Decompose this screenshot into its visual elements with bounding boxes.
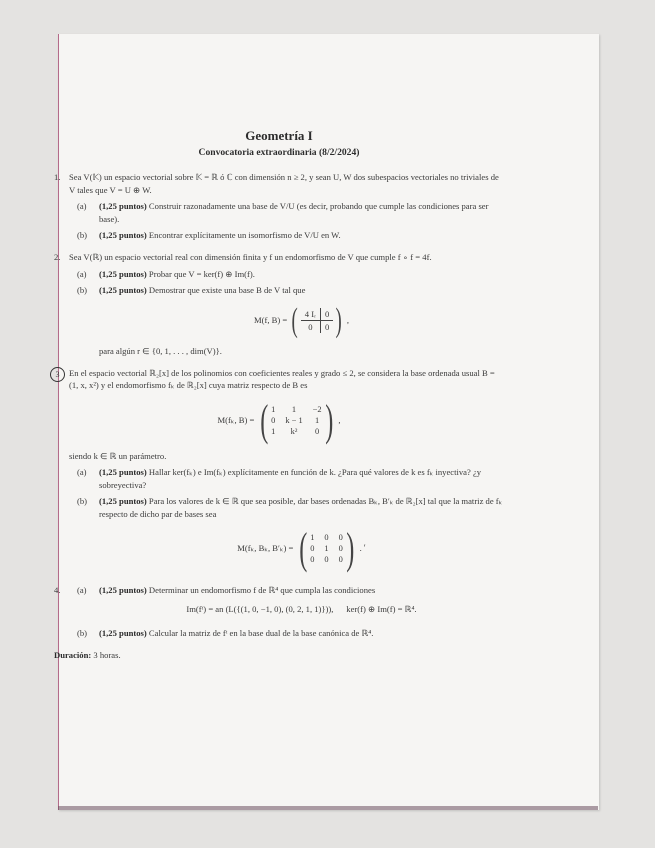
points-label: (1,25 puntos) xyxy=(99,627,147,638)
matrix: ( 1 0 0 0 1 0 0 0 0 ) xyxy=(298,523,355,573)
subitem-a: (a) (1,25 puntos) Determinar un endomorfismo f de ℝ⁴ que cumpla las condiciones Im(fᵗ) = an (L({(1, 0, −1, 0), (0, 2, 1, 1)})), ker(f) ⊕ Im(f) = ℝ⁴. xyxy=(69,584,504,623)
problem-3 xyxy=(54,367,504,392)
exam-content xyxy=(54,128,504,662)
subitem-b: (b) (1,25 puntos) Encontrar explícitamente un isomorfismo de V/U en W. xyxy=(77,230,341,241)
problem-number: 1. xyxy=(54,172,61,183)
subitem-a: (a) (1,25 puntos) Hallar ker(fₖ) e Im(fₖ) explícitamente en función de k. ¿Para qué valores de k es fₖ inyectiva? ¿y sobreyectiva? xyxy=(77,467,482,490)
subitem-b: (b) (1,25 puntos) Demostrar que existe una base B de V tal que M(f, B) = ( 4 Iᵣ 0 0 0 ) , para algún r ∈ {0, 1, . . . , dim(V)}. xyxy=(69,284,504,357)
problem-number: 4. xyxy=(54,584,61,595)
matrix-grid: 1 0 0 0 1 0 0 0 0 xyxy=(310,533,343,565)
subitem-a: (a) (1,25 puntos) Probar que V = ker(f) ⊕ Im(f). xyxy=(77,268,255,279)
matrix-equation-2: M(fₖ, Bₖ, B′ₖ) = ( 1 0 0 0 1 0 0 0 0 ) . ′ xyxy=(237,523,366,573)
exam-duration: Duración: 3 horas. xyxy=(54,650,121,661)
matrix-grid: 1 1 −2 0 k − 1 1 1 k² 0 xyxy=(271,405,322,437)
handwritten-tick: ′ xyxy=(363,542,366,553)
points-label: (1,25 puntos) xyxy=(99,467,147,478)
problem-statement: Sea V(𝕂) un espacio vectorial sobre 𝕂 = ℝ ó ℂ con dimensión n ≥ 2, y sean U, W dos subespacios vectoriales no triviales de V tales que V = U ⊕ W. xyxy=(69,172,499,195)
subitem-b: (b) (1,25 puntos) Para los valores de k ∈ ℝ que sea posible, dar bases ordenadas Bₖ, B′ₖ de ℝ₂[x] tal que la matriz de fₖ respecto de dicho par de bases sea M(fₖ, Bₖ, B′ₖ) = ( 1 0 0 0 1 0 0 0 0 ) . ′ xyxy=(77,496,503,573)
subitem-a: (a) (1,25 puntos) Construir razonadamente una base de V/U (es decir, probando que cumple las condiciones para ser base). xyxy=(77,201,489,224)
problem-2 xyxy=(54,251,504,357)
subitem-b: (b) (1,25 puntos) Calcular la matriz de fᵗ en la base dual de la base canónica de ℝ⁴. xyxy=(77,627,374,638)
points-label: (1,25 puntos) xyxy=(99,496,147,507)
exam-subtitle: Convocatoria extraordinaria (8/2/2024) xyxy=(198,147,360,158)
problem-note: para algún r ∈ {0, 1, . . . , dim(V)}. xyxy=(99,345,222,356)
condition-equation: Im(fᵗ) = an (L({(1, 0, −1, 0), (0, 2, 1, 1)})), ker(f) ⊕ Im(f) = ℝ⁴. xyxy=(186,604,417,615)
problem-4 xyxy=(54,584,504,639)
points-label: (1,25 puntos) xyxy=(99,268,147,279)
problem-note: siendo k ∈ ℝ un parámetro. xyxy=(69,450,167,461)
block-matrix: ( 4 Iᵣ 0 0 0 ) xyxy=(291,301,343,339)
problem-number: 2. xyxy=(54,252,61,263)
points-label: (1,25 puntos) xyxy=(99,285,147,296)
points-label: (1,25 puntos) xyxy=(99,230,147,241)
points-label: (1,25 puntos) xyxy=(99,201,147,212)
page-edge-shadow xyxy=(58,806,598,810)
circled-number: 3 xyxy=(50,367,65,382)
block-matrix-equation: M(f, B) = ( 4 Iᵣ 0 0 0 ) , xyxy=(254,301,349,339)
matrix-equation: M(fₖ, B) = ( 1 1 −2 0 k − 1 1 1 k² 0 ) , xyxy=(217,395,341,445)
points-label: (1,25 puntos) xyxy=(99,584,147,595)
matrix: ( 1 1 −2 0 k − 1 1 1 k² 0 ) xyxy=(259,395,333,445)
exam-title: Geometría I xyxy=(245,128,313,143)
problem-statement: En el espacio vectorial ℝ₂[x] de los polinomios con coeficientes reales y grado ≤ 2, se considera la base ordenada usual B = (1, x, x²) y el endomorfismo fₖ de ℝ₂[x] cuya matriz respecto de B es xyxy=(69,368,495,391)
problem-statement: Sea V(ℝ) un espacio vectorial real con dimensión finita y f un endomorfismo de V que cumple f ∘ f = 4f. xyxy=(69,252,432,263)
problem-1 xyxy=(54,171,504,241)
